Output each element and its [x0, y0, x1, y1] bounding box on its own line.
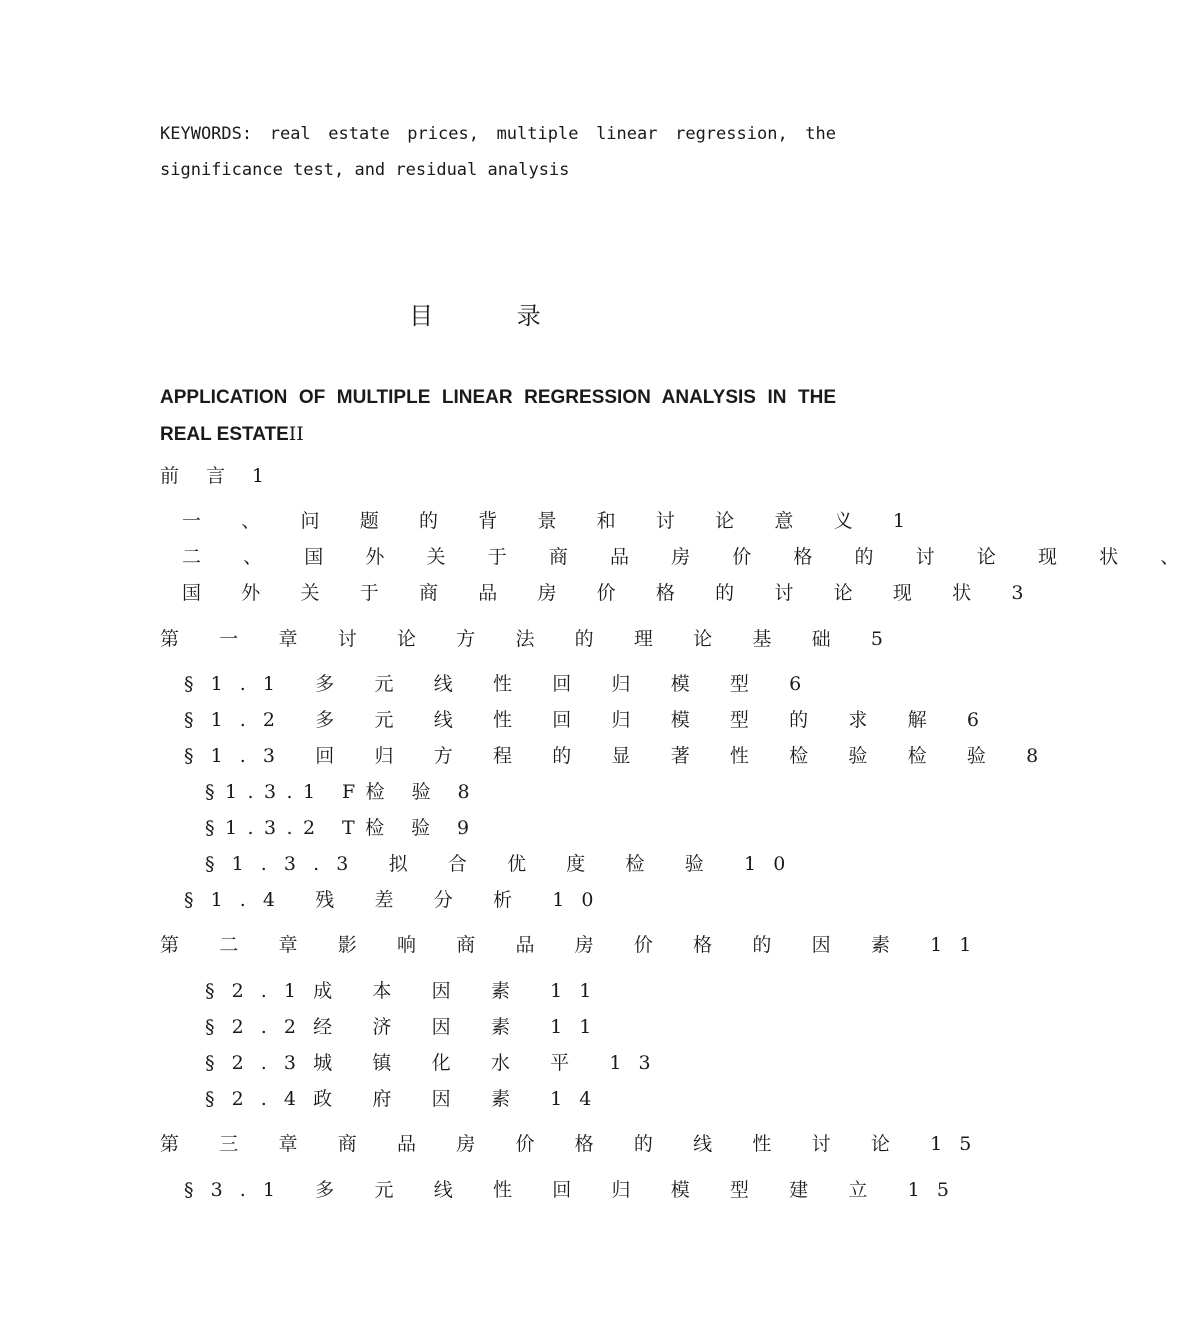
toc-english-title — [160, 380, 836, 453]
toc-entry: §1.3 回 归 方 程 的 显 著 性 检 验 检 验 8 — [184, 745, 1056, 767]
toc-entry: 二 、 国 外 关 于 商 品 房 价 格 的 讨 论 现 状 、 — [182, 546, 1197, 568]
toc-entry: §2.3城 镇 化 水 平 13 — [205, 1052, 668, 1074]
toc-entry: §2.2经 济 因 素 11 — [205, 1016, 609, 1038]
toc-entry: §1.4 残 差 分 析 10 — [184, 889, 611, 911]
toc-entry: §1.3.1 F检 验 8 — [205, 781, 481, 803]
toc-entry: 国 外 关 于 商 品 房 价 格 的 讨 论 现 状 3 — [182, 582, 1041, 604]
toc-english-title-line-1: APPLICATION OF MULTIPLE LINEAR REGRESSION ANALYSIS IN THE — [160, 387, 836, 408]
toc-entry-chapter: 第 三 章 商 品 房 价 格 的 线 性 讨 论 15 — [160, 1133, 989, 1155]
toc-entry-chapter: 第 一 章 讨 论 方 法 的 理 论 基 础 5 — [160, 628, 901, 650]
toc-english-title-line-2: REAL ESTATEII — [160, 423, 304, 445]
toc-entry-preface: 前 言 1 — [160, 465, 275, 487]
keywords-line-1: KEYWORDS: real estate prices, multiple linear regression, the — [160, 124, 836, 144]
toc-entry: §3.1 多 元 线 性 回 归 模 型 建 立 15 — [184, 1179, 967, 1201]
keywords-paragraph — [160, 116, 836, 188]
toc-entry: §1.3.2 T检 验 9 — [205, 817, 480, 839]
toc-entry-chapter: 第 二 章 影 响 商 品 房 价 格 的 因 素 11 — [160, 934, 989, 956]
toc-title: 目 录 — [409, 302, 579, 330]
toc-entry: §1.2 多 元 线 性 回 归 模 型 的 求 解 6 — [184, 709, 997, 731]
keywords-line-2: significance test, and residual analysis — [160, 160, 570, 180]
toc-entry: 一 、 问 题 的 背 景 和 讨 论 意 义 1 — [182, 510, 923, 532]
toc-entry: §2.1成 本 因 素 11 — [205, 980, 609, 1002]
toc-entry: §2.4政 府 因 素 14 — [205, 1088, 609, 1110]
toc-entry: §1.1 多 元 线 性 回 归 模 型 6 — [184, 673, 819, 695]
toc-entry: §1.3.3 拟 合 优 度 检 验 10 — [205, 853, 803, 875]
